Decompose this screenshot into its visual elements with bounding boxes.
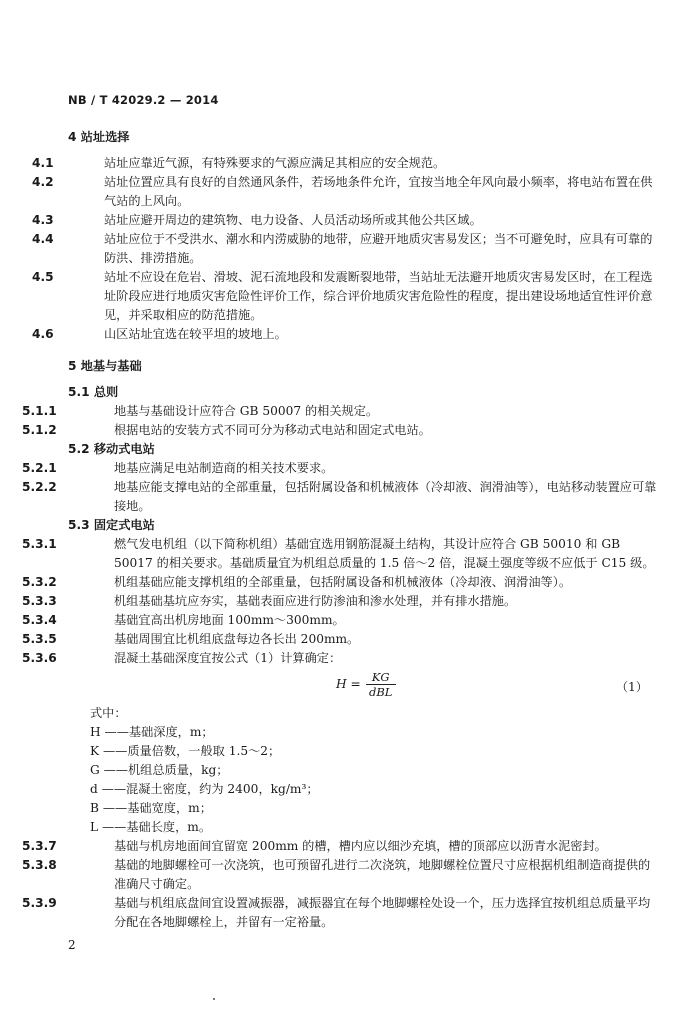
formula-denominator: dBL bbox=[368, 685, 393, 699]
clause-5-3-1: 5.3.1 燃气发电机组（以下简称机组）基础宜选用钢筋混凝土结构，其设计应符合 GB 50010 和 GB 50017 的相关要求。基础质量宜为机组总质量的 1.5 倍～2 倍，混凝土强度等级不应低于 C15 级。 bbox=[22, 537, 655, 570]
document-body bbox=[22, 128, 660, 932]
equation-number: （1） bbox=[615, 680, 648, 694]
clause-4-5: 4.5 站址不应设在危岩、滑坡、泥石流地段和发震断裂地带，当站址无法避开地质灾害易发区时，在工程选址阶段应进行地质灾害危险性评价工作，综合评价地质灾害危险性的程度，提出建设场地适宜性评价意见，并采取相应的防范措施。 bbox=[32, 270, 653, 322]
clause-4-6: 4.6 山区站址宜选在较平坦的坡地上。 bbox=[32, 327, 287, 341]
where-label: 式中： bbox=[90, 706, 127, 720]
formula-fraction bbox=[366, 670, 396, 699]
clause-5-3-4: 5.3.4 基础宜高出机房地面 100mm～300mm。 bbox=[22, 613, 345, 627]
section-5-1-title: 5.1 总则 bbox=[68, 385, 119, 399]
clause-5-3-3: 5.3.3 机组基础基坑应夯实，基础表面应进行防渗油和渗水处理，并有排水措施。 bbox=[22, 594, 517, 608]
scan-speck bbox=[213, 998, 215, 1000]
formula-1 bbox=[68, 668, 660, 704]
standard-number: NB / T 42029.2 — 2014 bbox=[68, 93, 219, 107]
variable-h: H ——基础深度，m； bbox=[90, 725, 214, 739]
section-4-title: 4 站址选择 bbox=[68, 130, 130, 144]
formula-lhs: H = bbox=[336, 677, 361, 691]
variable-b: B ——基础宽度，m； bbox=[90, 801, 212, 815]
clause-5-3-5: 5.3.5 基础周围宜比机组底盘每边各长出 200mm。 bbox=[22, 632, 360, 646]
formula-numerator: KG bbox=[371, 670, 390, 684]
clause-5-3-8: 5.3.8 基础的地脚螺栓可一次浇筑，也可预留孔进行二次浇筑，地脚螺栓位置尺寸应根据机组制造商提供的准确尺寸确定。 bbox=[22, 858, 651, 891]
clause-5-3-7: 5.3.7 基础与机房地面间宜留宽 200mm 的槽，槽内应以细沙充填，槽的顶部应以沥青水泥密封。 bbox=[22, 839, 607, 853]
section-5-title: 5 地基与基础 bbox=[68, 359, 142, 373]
page-number: 2 bbox=[68, 938, 76, 952]
clause-5-3-6: 5.3.6 混凝土基础深度宜按公式（1）计算确定： bbox=[22, 651, 342, 665]
section-5-3-title: 5.3 固定式电站 bbox=[68, 518, 155, 532]
variable-g: G ——机组总质量，kg； bbox=[90, 763, 229, 777]
clause-5-2-2: 5.2.2 地基应能支撑电站的全部重量，包括附属设备和机械液体（冷却液、润滑油等），电站移动装置应可靠接地。 bbox=[22, 480, 657, 513]
variable-d: d ——混凝土密度，约为 2400，kg/m³； bbox=[90, 782, 319, 796]
clause-5-3-2: 5.3.2 机组基础应能支撑机组的全部重量，包括附属设备和机械液体（冷却液、润滑油等）。 bbox=[22, 575, 572, 589]
variable-k: K ——质量倍数，一般取 1.5～2； bbox=[90, 744, 281, 758]
section-5-2-title: 5.2 移动式电站 bbox=[68, 442, 155, 456]
variable-l: L ——基础长度，m。 bbox=[90, 820, 212, 834]
clause-4-4: 4.4 站址应位于不受洪水、潮水和内涝威胁的地带，应避开地质灾害易发区；当不可避免时，应具有可靠的防洪、排涝措施。 bbox=[32, 232, 653, 265]
clause-5-1-1: 5.1.1 地基与基础设计应符合 GB 50007 的相关规定。 bbox=[22, 404, 379, 418]
clause-5-3-9: 5.3.9 基础与机组底盘间宜设置减振器，减振器宜在每个地脚螺栓处设一个，压力选择宜按机组总质量平均分配在各地脚螺栓上，并留有一定裕量。 bbox=[22, 896, 651, 929]
clause-4-3: 4.3 站址应避开周边的建筑物、电力设备、人员活动场所或其他公共区域。 bbox=[32, 213, 482, 227]
clause-5-1-2: 5.1.2 根据电站的安装方式不同可分为移动式电站和固定式电站。 bbox=[22, 423, 431, 437]
clause-4-1: 4.1 站址应靠近气源，有特殊要求的气源应满足其相应的安全规范。 bbox=[32, 156, 446, 170]
clause-5-2-1: 5.2.1 地基应满足电站制造商的相关技术要求。 bbox=[22, 461, 334, 475]
clause-4-2: 4.2 站址位置应具有良好的自然通风条件，若场地条件允许，宜按当地全年风向最小频率，将电站布置在供气站的上风向。 bbox=[32, 175, 653, 208]
